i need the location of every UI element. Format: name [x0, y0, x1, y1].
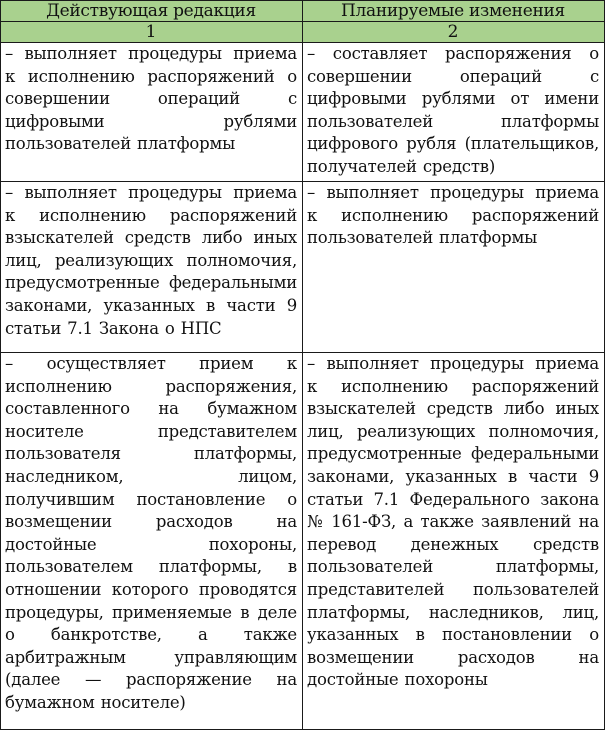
current-cell: – выполняет процедуры приема к исполнению распоряжений взыскателей средств либо иных лиц, реализующих полномочия, предусмотренные федеральными законами, указанных в части 9 статьи 7.1 Закона о НПС [1, 182, 303, 353]
header-planned-changes: Планируемые изменения [303, 1, 605, 22]
column-number-1: 1 [1, 22, 303, 43]
table-row [1, 182, 605, 353]
planned-cell: – выполняет процедуры приема к исполнению распоряжений пользователей платформы [303, 182, 605, 353]
current-cell: – осуществляет прием к исполнению распоряжения, составленного на бумажном носителе представителем пользователя платформы, наследником, лицом, получившим постановление о возмещении расходов на достойные похороны, пользователем платформы, в отношении которого проводятся процедуры, применяемые в деле о банкротстве, а также арбитражным управляющим (далее — распоряжение на бумажном носителе) [1, 353, 303, 730]
column-number-2: 2 [303, 22, 605, 43]
header-row [1, 1, 605, 22]
planned-cell: – выполняет процедуры приема к исполнению распоряжений взыскателей средств либо иных лиц, реализующих полномочия, предусмотренные федеральными законами, указанных в части 9 статьи 7.1 Федерального закона № 161-ФЗ, а также заявлений на перевод денежных средств пользователей платформы, представителей пользователей платформы, наследников, лиц, указанных в постановлении о возмещении расходов на достойные похороны [303, 353, 605, 730]
table-row [1, 353, 605, 730]
current-cell: – выполняет процедуры приема к исполнению распоряжений о совершении операций с цифровыми рублями пользователей платформы [1, 43, 303, 182]
table-row [1, 43, 605, 182]
planned-cell: – составляет распоряжения о совершении операций с цифровыми рублями от имени пользователей платформы цифрового рубля (плательщиков, получателей средств) [303, 43, 605, 182]
column-number-row [1, 22, 605, 43]
header-current-edition: Действующая редакция [1, 1, 303, 22]
